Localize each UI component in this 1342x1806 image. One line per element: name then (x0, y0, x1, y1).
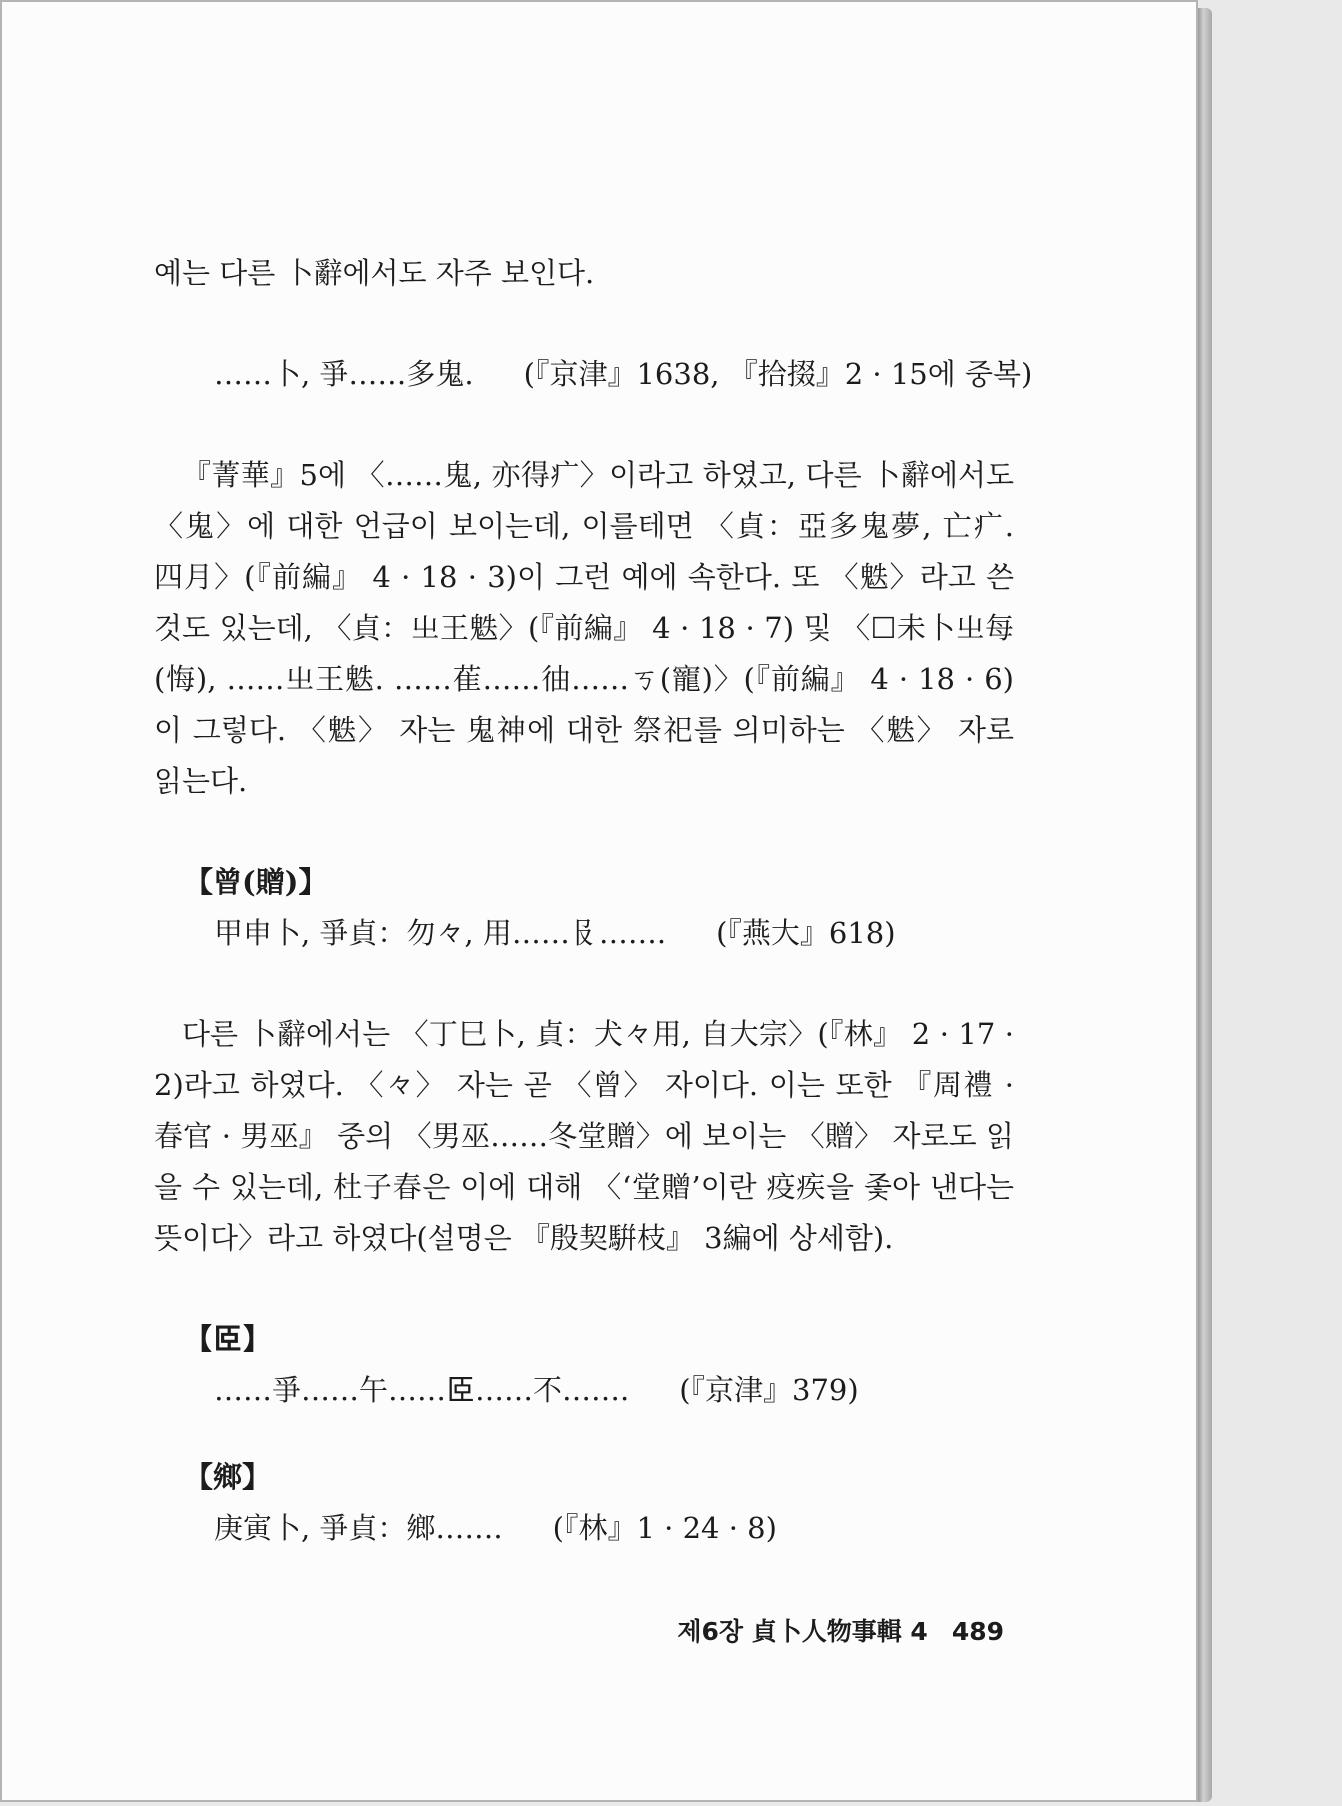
quote-inscription-4 (154, 1503, 1014, 1554)
quote-source: (『京津』1638, 『拾掇』2 · 15에 중복) (523, 357, 1033, 391)
quote-inscription-2 (154, 908, 1014, 959)
quote-source: (『燕大』618) (716, 916, 896, 950)
paragraph-intro: 예는 다른 卜辭에서도 자주 보인다. (154, 256, 595, 290)
paragraph-zeng: 다른 卜辭에서는 〈丁巳卜, 貞：犬𠚤用, 自大宗〉(『林』 2 · 17 · 2)라고 하였다. 〈𠚤〉 자는 곧 〈曾〉 자이다. 이는 또한 『周禮 · 春官 · 男巫』 중의 〈男巫……冬堂贈〉에 보이는 〈贈〉 자로도 읽을 수 있는데, 杜子春은 이에 대해 〈‘堂贈’이란 疫疾을 좇아 낸다는 뜻이다〉라고 하였다(설명은 『殷契騈枝』 3編에 상세함). (154, 1017, 1014, 1255)
heading-xiang: 【鄉】 (184, 1460, 272, 1494)
quote-text: ……爭……午……𦣞……不……. (214, 1373, 630, 1407)
chapter-title: 제6장 貞卜人物事輯 4 (677, 1617, 928, 1646)
heading-zeng: 【曾(贈)】 (184, 865, 328, 899)
page-edge (1198, 8, 1212, 1802)
heading-character: 【𦣞】 (184, 1322, 272, 1356)
page-number: 489 (951, 1617, 1004, 1646)
quote-inscription-1 (154, 349, 1033, 400)
quote-source: (『京津』379) (679, 1373, 859, 1407)
quote-text: ……卜, 爭……多鬼. (214, 357, 474, 391)
quote-source: (『林』1 · 24 · 8) (552, 1511, 777, 1545)
quote-text: 庚寅卜, 爭貞：鄉……. (214, 1511, 503, 1545)
paragraph-ghost: 『菁華』5에 〈……鬼, 亦得疒〉이라고 하였고, 다른 卜辭에서도 〈鬼〉에 대한 언급이 보이는데, 이를테면 〈貞：亞多鬼夢, 亡疒. 四月〉(『前編』 4 · 18 · 3)이 그런 예에 속한다. 또 〈䰡〉라고 쓴 것도 있는데, 〈貞：㞢王䰡〉(『前編』 4 · 18 · 7) 및 〈☐未卜㞢每(悔), ……㞢王䰡. ……萑……㣙……ㄎ(寵)〉(『前編』 4 · 18 · 6)이 그렇다. 〈䰡〉 자는 鬼神에 대한 祭祀를 의미하는 〈䰡〉 자로 읽는다. (154, 458, 1014, 798)
page-content (154, 248, 1033, 1554)
quote-inscription-3 (154, 1365, 1014, 1416)
quote-text: 甲申卜, 爭貞：勿𠚤, 用……𠬝……. (214, 916, 667, 950)
page-footer (0, 1612, 1004, 1648)
